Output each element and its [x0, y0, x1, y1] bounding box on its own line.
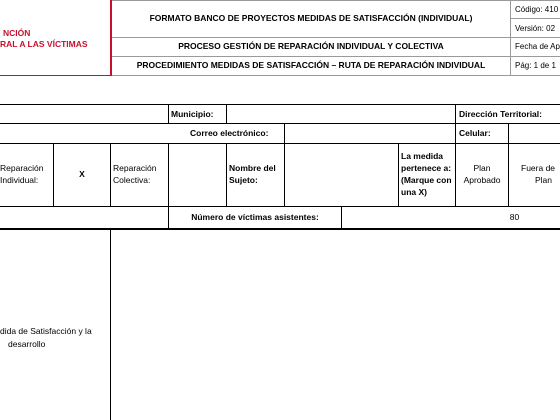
process-title: PROCESO GESTIÓN DE REPARACIÓN INDIVIDUAL Y COLECTIVA	[178, 41, 444, 51]
pertenece-label-l2: pertenece a:	[401, 163, 452, 173]
pertenece-label-l1: La medida	[401, 151, 444, 161]
municipio-field[interactable]	[227, 105, 455, 123]
celular-field[interactable]	[509, 124, 560, 143]
correo-field[interactable]	[285, 124, 455, 143]
rep-colectiva-label-l1: Reparación	[113, 163, 157, 173]
victimas-asistentes-value[interactable]: 80	[509, 212, 520, 222]
pertenece-label-l4: una X)	[401, 187, 427, 197]
rep-colectiva-mark-field[interactable]	[169, 144, 226, 206]
victimas-asistentes-label: Número de víctimas asistentes:	[191, 212, 319, 222]
direccion-territorial-label: Dirección Territorial:	[459, 109, 542, 119]
municipio-label: Municipio:	[171, 109, 214, 119]
rep-individual-mark[interactable]: X	[79, 169, 85, 179]
plan-aprobado-label-l2: Aprobado	[463, 175, 501, 185]
descripcion-label-l1: dida de Satisfacción y la	[0, 326, 92, 336]
page-number-label: Pág: 1 de 1	[515, 61, 556, 70]
fuera-plan-label-l1: Fuera de	[521, 163, 556, 173]
nombre-sujeto-label-l2: Sujeto:	[229, 175, 258, 185]
code-label: Código: 410	[515, 5, 559, 14]
form-title: FORMATO BANCO DE PROYECTOS MEDIDAS DE SATISFACCIÓN (INDIVIDUAL)	[149, 13, 473, 23]
rep-colectiva-label-l2: Colectiva:	[113, 175, 151, 185]
rep-individual-label-l2: Individual:	[0, 175, 39, 185]
celular-label: Celular:	[459, 128, 491, 138]
pertenece-label-l3: (Marque con	[401, 175, 452, 185]
descripcion-field[interactable]	[111, 231, 560, 420]
fuera-plan-label-l2: Plan	[535, 175, 553, 185]
correo-label: Correo electrónico:	[190, 128, 269, 138]
logo-text-line2: RAL A LAS VÍCTIMAS	[0, 39, 88, 49]
logo-text-line1: NCIÓN	[3, 28, 31, 38]
plan-aprobado-label-l1: Plan	[473, 163, 491, 173]
nombre-sujeto-field[interactable]	[285, 144, 398, 206]
approval-date-label: Fecha de Ap	[515, 42, 560, 51]
version-label: Versión: 02	[515, 24, 556, 33]
procedure-title: PROCEDIMIENTO MEDIDAS DE SATISFACCIÓN – RUTA DE REPARACIÓN INDIVIDUAL	[136, 60, 486, 70]
rep-individual-label-l1: Reparación	[0, 163, 44, 173]
nombre-sujeto-label-l1: Nombre del	[229, 163, 276, 173]
descripcion-label-l2: desarrollo	[8, 339, 46, 349]
